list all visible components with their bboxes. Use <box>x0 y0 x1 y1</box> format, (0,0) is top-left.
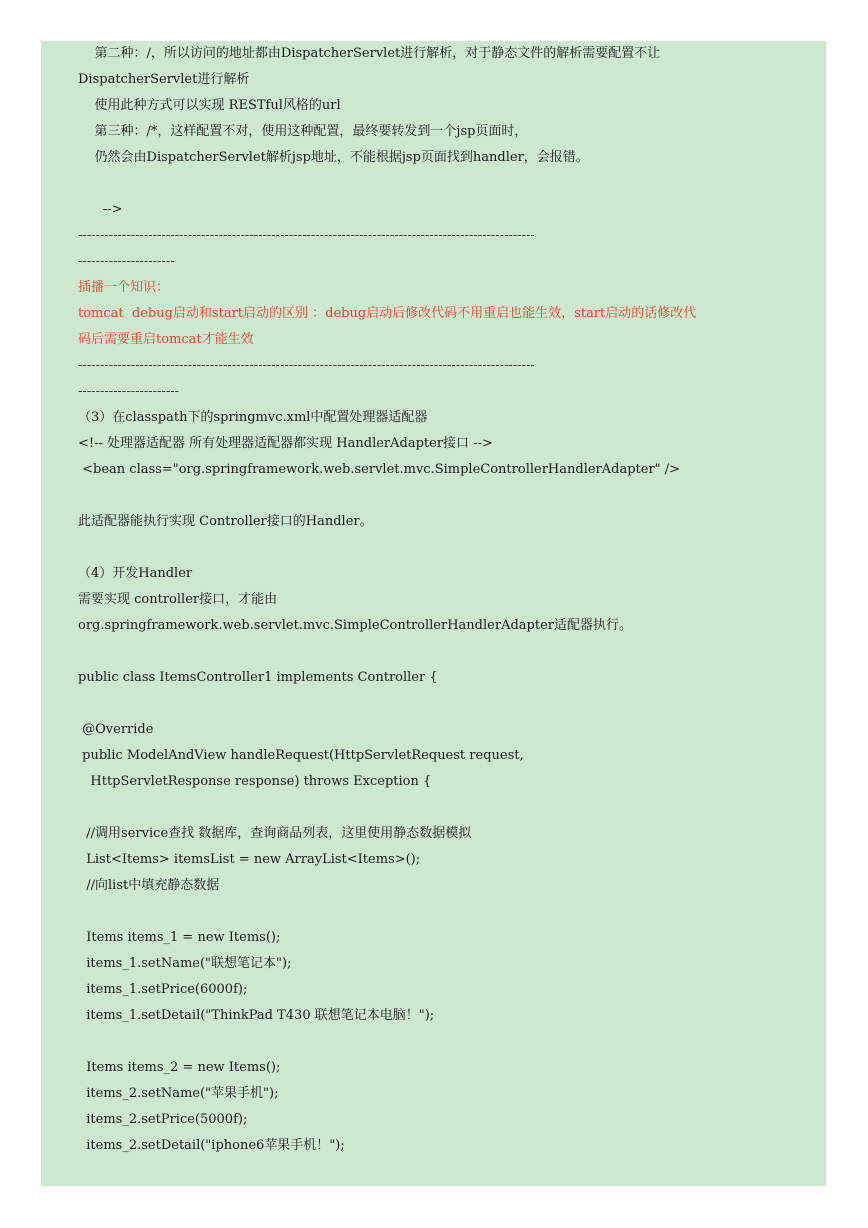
blank-line <box>78 1029 798 1055</box>
text-line: 插播一个知识： <box>78 280 170 295</box>
text-line: items_2.setName("苹果手机"); <box>78 1086 279 1101</box>
text-line: public class ItemsController1 implements Controller { <box>78 670 438 685</box>
text-line: 码后需要重启tomcat才能生效 <box>78 332 254 347</box>
text-line: <!-- 处理器适配器 所有处理器适配器都实现 HandlerAdapter接口 --> <box>78 436 493 451</box>
separator-line: -------------------------------------------------------------------------------------------------------- <box>78 228 535 243</box>
text-line: //向list中填充静态数据 <box>78 878 220 893</box>
text-line: //调用service查找 数据库，查询商品列表，这里使用静态数据模拟 <box>78 826 472 841</box>
text-line: items_1.setName("联想笔记本"); <box>78 956 292 971</box>
text-line: items_1.setDetail("ThinkPad T430 联想笔记本电脑！"); <box>78 1008 435 1023</box>
text-line: 此适配器能执行实现 Controller接口的Handler。 <box>78 514 373 529</box>
document-page <box>41 41 826 1186</box>
blank-line <box>78 171 798 197</box>
blank-line <box>78 691 798 717</box>
text-line: org.springframework.web.servlet.mvc.SimpleControllerHandlerAdapter适配器执行。 <box>78 618 632 633</box>
blank-line <box>78 899 798 925</box>
blank-line <box>78 483 798 509</box>
text-line: DispatcherServlet进行解析 <box>78 72 250 87</box>
text-line: HttpServletResponse response) throws Exception { <box>78 774 432 789</box>
blank-line <box>78 795 798 821</box>
text-line: List<Items> itemsList = new ArrayList<Items>(); <box>78 852 421 867</box>
text-line: 使用此种方式可以实现 RESTful风格的url <box>78 98 341 113</box>
text-line: <bean class="org.springframework.web.servlet.mvc.SimpleControllerHandlerAdapter" /> <box>78 462 681 477</box>
text-line: items_2.setPrice(5000f); <box>78 1112 248 1127</box>
blank-line <box>78 639 798 665</box>
text-line: @Override <box>78 722 154 737</box>
text-line: 需要实现 controller接口，才能由 <box>78 592 278 607</box>
text-line: （4）开发Handler <box>78 566 193 581</box>
text-line: items_2.setDetail("iphone6苹果手机！"); <box>78 1138 345 1153</box>
separator-line: ----------------------- <box>78 384 180 399</box>
separator-line: ---------------------- <box>78 254 175 269</box>
text-line: Items items_1 = new Items(); <box>78 930 281 945</box>
text-line: （3）在classpath下的springmvc.xml中配置处理器适配器 <box>78 410 428 425</box>
document-content <box>78 41 798 1159</box>
text-line: 仍然会由DispatcherServlet解析jsp地址，不能根据jsp页面找到handler，会报错。 <box>78 150 589 165</box>
text-line: public ModelAndView handleRequest(HttpServletRequest request, <box>78 748 524 763</box>
text-line: 第三种：/*，这样配置不对，使用这种配置，最终要转发到一个jsp页面时， <box>78 124 528 139</box>
text-line: items_1.setPrice(6000f); <box>78 982 248 997</box>
text-line: tomcat debug启动和start启动的区别 ：debug启动后修改代码不用重启也能生效，start启动的话修改代 <box>78 306 697 321</box>
text-line: Items items_2 = new Items(); <box>78 1060 281 1075</box>
text-line: --> <box>78 202 123 217</box>
text-line: 第二种：/，所以访问的地址都由DispatcherServlet进行解析，对于静态文件的解析需要配置不让 <box>78 46 661 61</box>
blank-line <box>78 535 798 561</box>
separator-line: -------------------------------------------------------------------------------------------------------- <box>78 358 535 373</box>
